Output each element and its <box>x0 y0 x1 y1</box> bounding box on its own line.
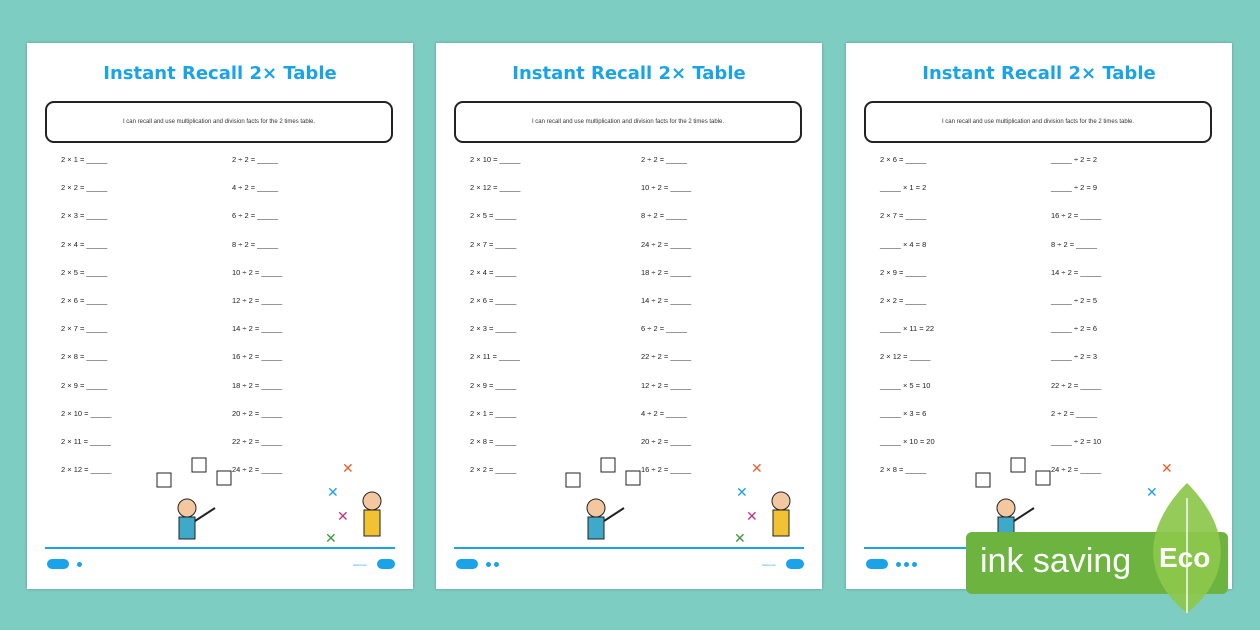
question-item: 10 ÷ 2 = _____ <box>232 267 283 277</box>
question-item: 16 ÷ 2 = _____ <box>1051 211 1102 221</box>
question-item: 2 × 10 = _____ <box>61 408 112 418</box>
question-item: _____ × 3 = 6 <box>880 408 927 418</box>
question-item: 6 ÷ 2 = _____ <box>641 324 688 334</box>
page-dot <box>896 562 901 567</box>
question-item: 22 ÷ 2 = _____ <box>1051 380 1102 390</box>
question-item: _____ ÷ 2 = 6 <box>1051 324 1098 334</box>
question-item: _____ ÷ 2 = 3 <box>1051 352 1098 362</box>
question-item: 2 × 5 = _____ <box>61 267 108 277</box>
page-dot <box>77 562 82 567</box>
question-item: 12 ÷ 2 = _____ <box>641 380 692 390</box>
question-item: 8 ÷ 2 = _____ <box>641 211 688 221</box>
question-item: 2 × 7 = _____ <box>470 239 517 249</box>
footer-line <box>45 547 395 549</box>
svg-text:✕: ✕ <box>337 509 349 525</box>
footer-url: twinkl.com <box>352 563 367 567</box>
question-item: 2 × 6 = _____ <box>470 296 517 305</box>
shuriken-stars <box>734 461 763 547</box>
twinkl-logo <box>47 559 69 569</box>
question-item: _____ × 5 = 10 <box>880 380 931 390</box>
page-dot <box>494 562 499 567</box>
question-item: _____ × 10 = 20 <box>880 437 935 446</box>
paper-cards <box>976 458 1050 487</box>
svg-text:✕: ✕ <box>736 485 748 501</box>
question-item: 2 × 2 = _____ <box>470 465 517 475</box>
question-item: _____ ÷ 2 = 10 <box>1051 437 1102 446</box>
question-item: 4 ÷ 2 = _____ <box>232 183 279 193</box>
question-item: 20 ÷ 2 = _____ <box>641 437 692 446</box>
question-item: 14 ÷ 2 = _____ <box>641 296 692 305</box>
question-item: 24 ÷ 2 = _____ <box>232 465 283 475</box>
question-item: 2 × 11 = _____ <box>61 437 111 446</box>
question-item: _____ ÷ 2 = 9 <box>1051 183 1098 193</box>
ninja-left-figure <box>587 499 624 539</box>
question-item: 22 ÷ 2 = _____ <box>232 437 283 446</box>
question-item: 2 ÷ 2 = _____ <box>232 155 279 164</box>
question-item: 2 × 12 = _____ <box>470 183 521 193</box>
question-item: 2 × 3 = _____ <box>61 211 108 221</box>
page-dot <box>904 562 909 567</box>
svg-text:✕: ✕ <box>746 509 758 525</box>
page-dot <box>486 562 491 567</box>
question-item: 2 × 11 = _____ <box>470 352 520 362</box>
page-dots <box>896 562 917 567</box>
question-item: 2 × 1 = _____ <box>470 408 517 418</box>
question-item: 24 ÷ 2 = _____ <box>641 239 692 249</box>
twinkl-logo <box>456 559 478 569</box>
question-item: 2 × 7 = _____ <box>880 211 927 221</box>
twinkl-logo-right <box>786 559 804 569</box>
footer-line <box>454 547 804 549</box>
page-dots <box>77 562 82 567</box>
svg-text:✕: ✕ <box>342 461 354 477</box>
question-item: 2 × 10 = _____ <box>470 155 521 164</box>
shuriken-stars <box>325 461 354 547</box>
question-item: 2 × 6 = _____ <box>880 155 927 164</box>
question-item: 2 ÷ 2 = _____ <box>641 155 688 164</box>
paper-cards <box>157 458 231 487</box>
question-item: 2 × 12 = _____ <box>61 465 112 475</box>
worksheet-title: Instant Recall 2× Table <box>922 63 1156 84</box>
question-item: 2 ÷ 2 = _____ <box>1051 408 1098 418</box>
svg-text:✕: ✕ <box>325 531 337 547</box>
ninja-left-figure <box>178 499 215 539</box>
question-item: 12 ÷ 2 = _____ <box>232 296 283 305</box>
question-item: 2 × 8 = _____ <box>61 352 108 362</box>
question-item: 2 × 9 = _____ <box>880 267 927 277</box>
twinkl-logo <box>866 559 888 569</box>
footer-url: twinkl.com <box>761 563 776 567</box>
question-item: 14 ÷ 2 = _____ <box>1051 267 1102 277</box>
question-item: 2 × 4 = _____ <box>61 239 108 249</box>
question-item: 2 × 7 = _____ <box>61 324 108 334</box>
question-item: 2 × 8 = _____ <box>880 465 927 475</box>
question-item: 8 ÷ 2 = _____ <box>1051 239 1098 249</box>
question-item: _____ × 1 = 2 <box>880 183 927 193</box>
question-item: 2 × 9 = _____ <box>61 380 108 390</box>
question-item: 10 ÷ 2 = _____ <box>641 183 692 193</box>
question-item: 2 × 3 = _____ <box>470 324 517 334</box>
question-item: 2 × 8 = _____ <box>470 437 517 446</box>
question-item: 2 × 2 = _____ <box>61 183 108 193</box>
ninja-right-figure <box>363 492 381 536</box>
question-item: 4 ÷ 2 = _____ <box>641 408 688 418</box>
question-item: 16 ÷ 2 = _____ <box>232 352 283 362</box>
svg-text:✕: ✕ <box>1161 461 1173 477</box>
question-item: 24 ÷ 2 = _____ <box>1051 465 1102 475</box>
twinkl-logo-right <box>377 559 395 569</box>
svg-text:✕: ✕ <box>734 531 746 547</box>
worksheet-title: Instant Recall 2× Table <box>512 63 746 84</box>
svg-text:✕: ✕ <box>327 485 339 501</box>
worksheet-title: Instant Recall 2× Table <box>103 63 337 84</box>
question-item: _____ ÷ 2 = 5 <box>1051 296 1098 305</box>
question-item: 14 ÷ 2 = _____ <box>232 324 283 334</box>
worksheet-1 <box>27 43 413 589</box>
page-dot <box>912 562 917 567</box>
question-item: 2 × 1 = _____ <box>61 155 108 164</box>
learning-objective: I can recall and use multiplication and division facts for the 2 times table. <box>45 101 393 143</box>
question-item: _____ × 4 = 8 <box>880 239 927 249</box>
ink-saving-label: ink saving <box>980 542 1132 580</box>
question-item: 2 × 12 = _____ <box>880 352 931 362</box>
question-item: 2 × 9 = _____ <box>470 380 517 390</box>
question-item: 20 ÷ 2 = _____ <box>232 408 283 418</box>
question-item: 8 ÷ 2 = _____ <box>232 239 279 249</box>
worksheet-2 <box>436 43 822 589</box>
question-item: 16 ÷ 2 = _____ <box>641 465 692 475</box>
question-item: 18 ÷ 2 = _____ <box>232 380 283 390</box>
learning-objective: I can recall and use multiplication and division facts for the 2 times table. <box>454 101 802 143</box>
page-dots <box>486 562 499 567</box>
question-item: 22 ÷ 2 = _____ <box>641 352 692 362</box>
question-item: 2 × 2 = _____ <box>880 296 927 305</box>
learning-objective: I can recall and use multiplication and division facts for the 2 times table. <box>864 101 1212 143</box>
question-item: 2 × 6 = _____ <box>61 296 108 305</box>
question-item: 2 × 4 = _____ <box>470 267 517 277</box>
question-item: 6 ÷ 2 = _____ <box>232 211 279 221</box>
question-item: _____ ÷ 2 = 2 <box>1051 155 1098 164</box>
svg-text:✕: ✕ <box>1146 485 1158 501</box>
question-item: 18 ÷ 2 = _____ <box>641 267 692 277</box>
svg-text:✕: ✕ <box>751 461 763 477</box>
ninja-right-figure <box>772 492 790 536</box>
paper-cards <box>566 458 640 487</box>
question-item: _____ × 11 = 22 <box>880 324 935 334</box>
question-item: 2 × 5 = _____ <box>470 211 517 221</box>
eco-label: Eco <box>1159 542 1211 573</box>
